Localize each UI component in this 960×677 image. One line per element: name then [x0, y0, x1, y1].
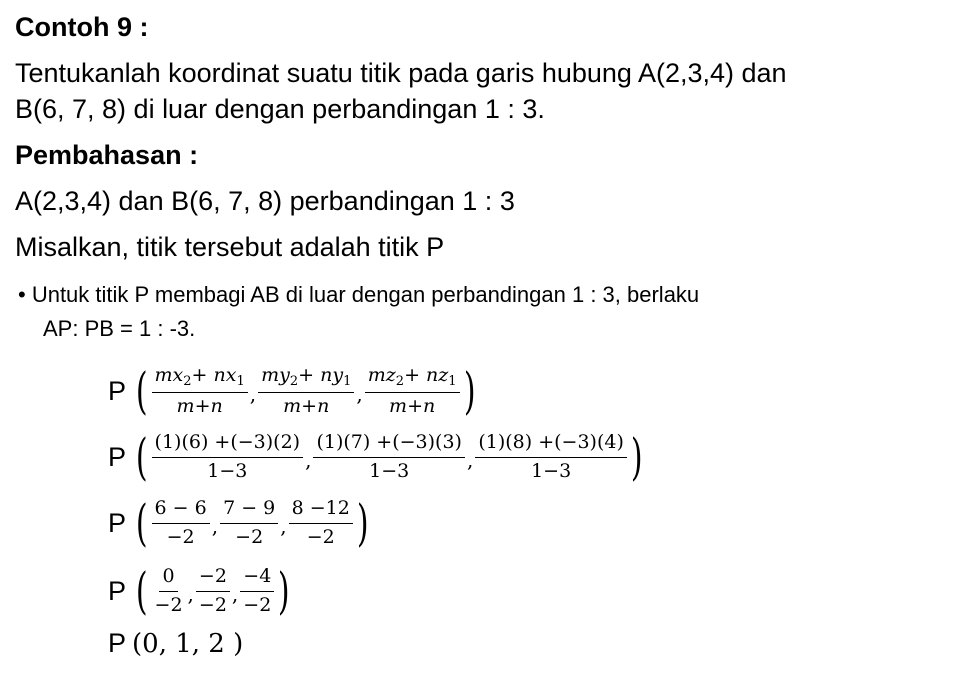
fraction-x: $\frac{6 - 6}{-2}$	[152, 497, 210, 550]
point-label: P	[108, 441, 127, 472]
question-line-1: Tentukanlah koordinat suatu titik pada garis hubung A(2,3,4) dan	[15, 58, 787, 88]
formula-step-1: P ( $\frac{mx_2+ nx_1}{m+n}$ , $\frac{my_2+ ny_1}{m+n}$ , $\frac{mz_2+ nz_1}{m+n}$ )	[108, 362, 476, 420]
fraction-y: $\frac{7 - 9}{-2}$	[220, 497, 278, 550]
given-statement: A(2,3,4) dan B(6, 7, 8) perbandingan 1 : 3	[15, 186, 515, 216]
fraction-y: $\frac{-2}{-2}$	[196, 565, 230, 618]
left-paren: (	[135, 362, 148, 420]
bullet-line-1: • Untuk titik P membagi AB di luar dengan perbandingan 1 : 3, berlaku	[18, 282, 700, 307]
left-paren: (	[135, 562, 148, 620]
point-label: P	[108, 375, 127, 406]
formula-step-4: P ( $\frac{0}{-2}$ , $\frac{-2}{-2}$ , $\frac{-4}{-2}$ )	[108, 562, 290, 620]
left-paren: (	[135, 428, 148, 486]
let-statement: Misalkan, titik tersebut adalah titik P	[15, 232, 445, 262]
point-label: P	[108, 507, 127, 538]
right-paren: )	[356, 494, 369, 552]
fraction-x: $\frac{0}{-2}$	[154, 564, 183, 616]
right-paren: )	[278, 562, 290, 620]
fraction-y: $\frac{my_2+ ny_1}{m+n}$	[258, 364, 354, 419]
fraction-x: $\frac{mx_2+ nx_1}{m+n}$	[152, 364, 248, 419]
result-coordinates: (0, 1, 2 )	[132, 628, 244, 659]
formula-step-3: P ( $\frac{6 - 6}{-2}$ , $\frac{7 - 9}{-2}$ , $\frac{8 -12}{-2}$ )	[108, 494, 369, 552]
formula-result	[108, 628, 243, 659]
formula-step-2: P ( $\frac{(1)(6) +(-3)(2)}{1-3}$ , $\frac{(1)(7) +(-3)(3)}{1-3}$ , $\frac{(1)(8) +(-3)(4)}{1-3}$ )	[108, 428, 643, 486]
point-label: P	[108, 628, 127, 658]
question-line-2: B(6, 7, 8) di luar dengan perbandingan 1 : 3.	[15, 94, 545, 124]
example-title: Contoh 9 :	[15, 12, 149, 42]
fraction-x: $\frac{(1)(6) +(-3)(2)}{1-3}$	[152, 431, 304, 484]
fraction-z: $\frac{(1)(8) +(-3)(4)}{1-3}$	[475, 431, 627, 484]
fraction-z: $\frac{8 -12}{-2}$	[289, 497, 353, 550]
point-label: P	[108, 575, 127, 606]
fraction-y: $\frac{(1)(7) +(-3)(3)}{1-3}$	[313, 431, 465, 484]
bullet-line-2: AP: PB = 1 : -3.	[43, 316, 196, 341]
solution-heading: Pembahasan :	[15, 140, 199, 170]
fraction-z: $\frac{-4}{-2}$	[240, 565, 274, 618]
right-paren: )	[630, 428, 643, 486]
right-paren: )	[463, 362, 476, 420]
left-paren: (	[135, 494, 148, 552]
fraction-z: $\frac{mz_2+ nz_1}{m+n}$	[365, 364, 460, 419]
